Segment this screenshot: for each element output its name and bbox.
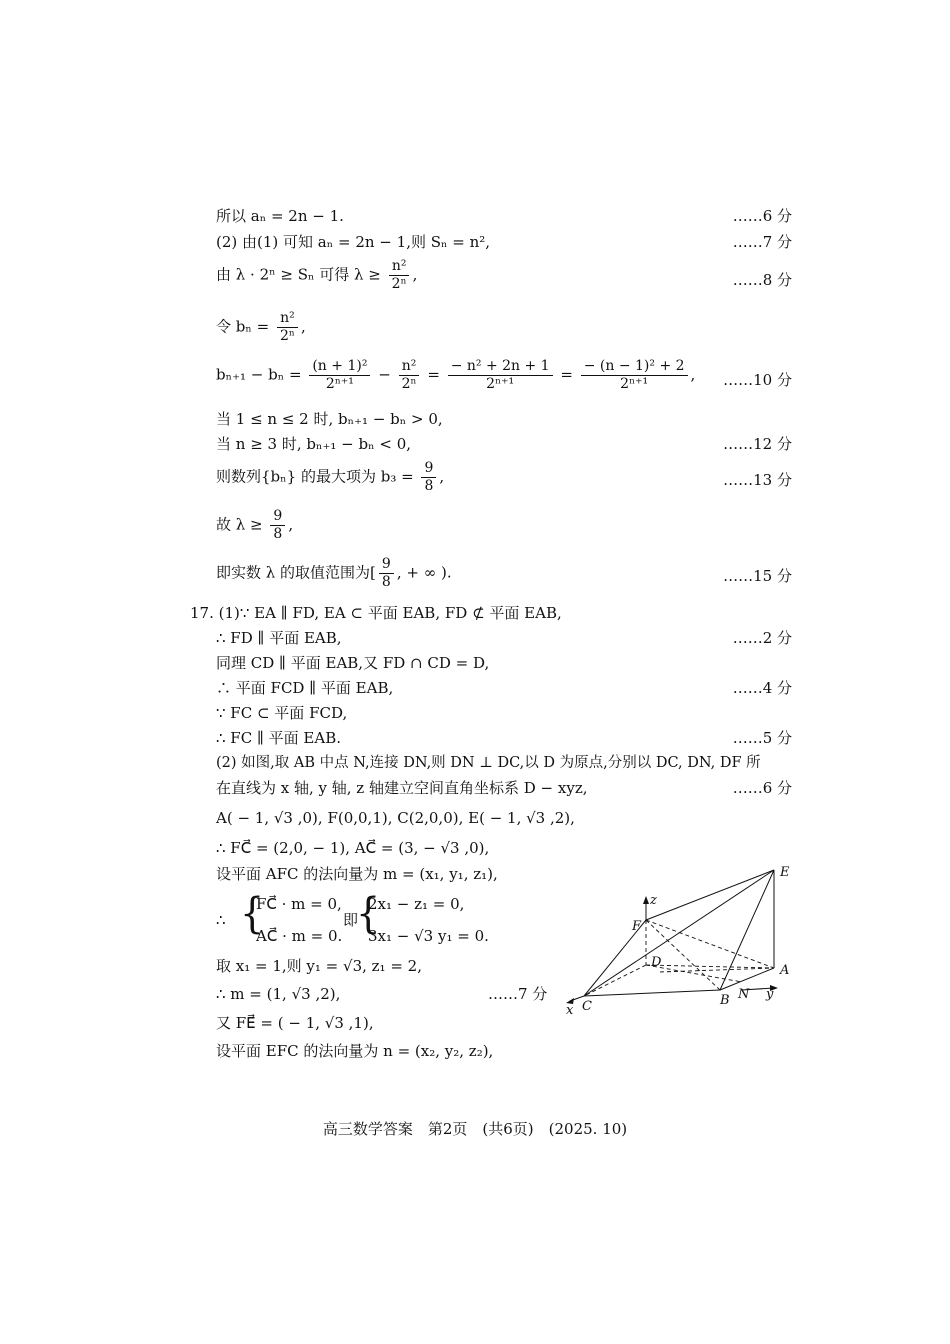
denominator: 2ⁿ [279, 328, 295, 344]
answer-line: 当 n ≥ 3 时, bₙ₊₁ − bₙ < 0, [216, 435, 412, 453]
answer-line: 又 FE⃗ = ( − 1, √3 ,1), [216, 1014, 374, 1032]
answer-line: 在直线为 x 轴, y 轴, z 轴建立空间直角坐标系 D − xyz, [216, 779, 588, 797]
denominator: 8 [424, 478, 434, 494]
fraction [421, 460, 436, 495]
point-label-C: C [582, 999, 592, 1014]
fraction [379, 556, 394, 591]
denominator: 2ⁿ⁺¹ [325, 376, 354, 392]
point-label-B: B [720, 993, 730, 1008]
equation-row: FC⃗ · m = 0, [256, 895, 342, 913]
text-segment: 则数列{bₙ} 的最大项为 b₃ = [216, 467, 414, 486]
answer-line: 17. (1)∵ EA ∥ FD, EA ⊂ 平面 EAB, FD ⊄ 平面 EAB, [190, 604, 562, 622]
equivalence-text: 即 [343, 911, 359, 929]
z-arrowhead [643, 896, 649, 904]
numerator: 9 [421, 460, 436, 478]
answer-line: 设平面 EFC 的法向量为 n = (x₂, y₂, z₂), [216, 1042, 494, 1060]
answer-line: ∴ FC⃗ = (2,0, − 1), AC⃗ = (3, − √3 ,0), [216, 839, 490, 857]
denominator: 2ⁿ [401, 376, 417, 392]
numerator: 9 [270, 508, 285, 526]
text-segment: 故 λ ≥ [216, 515, 263, 534]
numerator: n² [277, 310, 298, 328]
axis-label-y: y [766, 987, 774, 1002]
edge-DC [584, 965, 646, 996]
answer-line [216, 310, 306, 345]
answer-line: (2) 如图,取 AB 中点 N,连接 DN,则 DN ⊥ DC,以 D 为原点,分别以 DC, DN, DF 所 [216, 755, 761, 771]
fraction [277, 310, 298, 345]
point-label-D: D [651, 955, 662, 970]
edge-FA [646, 920, 774, 968]
text-segment: , [300, 317, 306, 336]
answer-line [216, 460, 444, 495]
answer-line: ∴ 平面 FCD ∥ 平面 EAB, [216, 679, 394, 697]
text-segment: bₙ₊₁ − bₙ = [216, 365, 302, 384]
denominator: 2ⁿ [391, 276, 407, 292]
text-segment: , [412, 265, 418, 284]
score-mark: ……6 分 [732, 207, 792, 225]
left-brace: { [240, 888, 265, 938]
answer-line: ∴ FD ∥ 平面 EAB, [216, 629, 342, 647]
fraction [270, 508, 285, 543]
page-footer: 高三数学答案 第2页 (共6页) (2025. 10) [322, 1120, 628, 1138]
text-segment: 即实数 λ 的取值范围为[ [216, 563, 376, 582]
point-label-E: E [780, 865, 790, 880]
answer-line: 取 x₁ = 1,则 y₁ = √3, z₁ = 2, [216, 957, 422, 975]
score-mark: ……15 分 [723, 567, 792, 585]
text-segment: 由 λ · 2ⁿ ≥ Sₙ 可得 λ ≥ [216, 265, 381, 284]
edge-DA [646, 965, 774, 968]
answer-line: ∴ m = (1, √3 ,2), [216, 985, 341, 1003]
axis-label-x: x [566, 1003, 574, 1018]
left-brace: { [356, 888, 381, 938]
fraction [581, 358, 688, 393]
numerator: 9 [379, 556, 394, 574]
score-mark: ……7 分 [488, 985, 548, 1003]
point-label-A: A [780, 963, 790, 978]
numerator: − n² + 2n + 1 [448, 358, 553, 376]
point-label-F: F [632, 919, 642, 934]
score-mark: ……10 分 [723, 371, 792, 389]
score-mark: ……4 分 [732, 679, 792, 697]
fraction [448, 358, 553, 393]
answer-line: ∵ FC ⊂ 平面 FCD, [216, 704, 348, 722]
fraction [389, 258, 410, 293]
score-mark: ……2 分 [732, 629, 792, 647]
answer-line [216, 358, 695, 393]
edge-CB [584, 990, 720, 996]
denominator: 2ⁿ⁺¹ [486, 376, 515, 392]
score-mark: ……13 分 [723, 471, 792, 489]
text-segment: , [690, 365, 696, 384]
fraction [399, 358, 420, 393]
text-segment: , + ∞ ). [396, 563, 452, 582]
numerator: (n + 1)² [309, 358, 370, 376]
numerator: n² [389, 258, 410, 276]
geometry-figure [560, 858, 800, 1018]
text-segment: , [439, 467, 445, 486]
denominator: 8 [381, 574, 391, 590]
answer-line: 设平面 AFC 的法向量为 m = (x₁, y₁, z₁), [216, 865, 498, 883]
answer-line: 同理 CD ∥ 平面 EAB,又 FD ∩ CD = D, [216, 654, 490, 672]
score-mark: ……6 分 [732, 779, 792, 797]
score-mark: ……12 分 [723, 435, 792, 453]
answer-line: ∴ FC ∥ 平面 EAB. [216, 729, 342, 747]
score-mark: ……5 分 [732, 729, 792, 747]
equation-row: 2x₁ − z₁ = 0, [368, 895, 465, 913]
answer-line [216, 508, 293, 543]
point-label-N: N [738, 987, 750, 1002]
answer-line: A( − 1, √3 ,0), F(0,0,1), C(2,0,0), E( − 1, √3 ,2), [216, 809, 575, 827]
score-mark: ……8 分 [732, 271, 792, 289]
text-segment: , [288, 515, 294, 534]
text-segment: 令 bₙ = [216, 317, 270, 336]
score-mark: ……7 分 [732, 233, 792, 251]
text-segment: = [427, 365, 440, 384]
text-segment: = [560, 365, 573, 384]
therefore-symbol: ∴ [216, 911, 226, 929]
base-dash [660, 968, 774, 972]
answer-line: 当 1 ≤ n ≤ 2 时, bₙ₊₁ − bₙ > 0, [216, 410, 443, 428]
answer-line [216, 258, 417, 293]
text-segment: − [378, 365, 391, 384]
fraction [309, 358, 370, 393]
denominator: 8 [273, 526, 283, 542]
denominator: 2ⁿ⁺¹ [620, 376, 649, 392]
answer-line [216, 556, 452, 591]
axis-label-z: z [650, 893, 657, 908]
equation-row: AC⃗ · m = 0. [256, 927, 343, 945]
equation-row: 3x₁ − √3 y₁ = 0. [368, 927, 489, 945]
numerator: n² [399, 358, 420, 376]
answer-line: 所以 aₙ = 2n − 1. [216, 207, 344, 225]
numerator: − (n − 1)² + 2 [581, 358, 688, 376]
answer-line: (2) 由(1) 可知 aₙ = 2n − 1,则 Sₙ = n², [216, 233, 491, 251]
